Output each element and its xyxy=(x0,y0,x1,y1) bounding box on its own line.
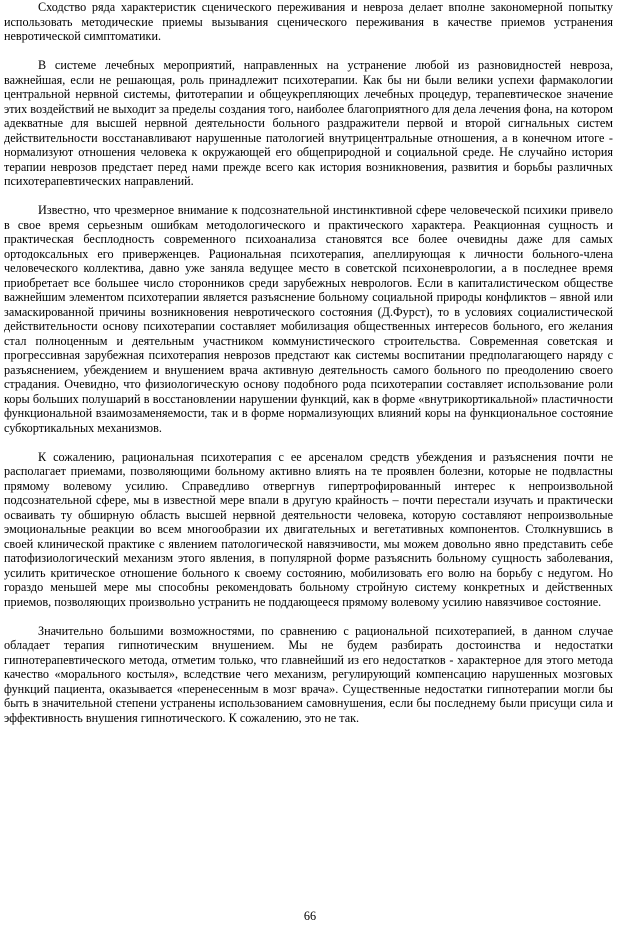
paragraph-spacer xyxy=(4,44,613,59)
paragraph-4: К сожалению, рациональная психотерапия с ее арсеналом средств убеждения и разъяснения почти не располагает приемами, позволяющими больному активно влиять на те проявлен болезни, которые не подвластны прямому волевому усилию. Справедливо отвергнув гипертрофированный интерес к непроизвольной подсознательной сфере, мы в известной мере впали в другую крайность – почти перестали изучать и практически осваивать ту обширную область высшей нервной деятельности человека, которую составляют непроизвольные эмоциональные реакции во всем многообразии их двигательных и вегетативных компонентов. Столкнувшись в своей клинической практике с явлением патологической навязчивости, мы можем довольно явно представить себе патофизиологический механизм этого явления, в популярной форме разъяснить больному сущность заболевания, усилить критическое отношение больного к своему состоянию, мобилизовать его волю на борьбу с недугом. Но гораздо меньшей мере мы способны рекомендовать больному стройную систему конкретных и действенных приемов, позволяющих произвольно устранить не поддающееся прямому волевому усилию навязчивое состояние. xyxy=(4,449,613,609)
paragraph-1: Сходство ряда характеристик сценического переживания и невроза делает вполне закономерной попытку использовать методические приемы вызывания сценического переживания в качестве приемов устранения невротической симптоматики. xyxy=(4,0,613,43)
paragraph-5: Значительно большими возможностями, по сравнению с рациональной психотерапией, в данном случае обладает терапия гипнотическим внушением. Мы не будем разбирать достоинства и недостатки гипнотерапевтического метода, отметим только, что главнейший из его недостатков - характерное для этого метода качество «морального костыля», вследствие чего механизм, регулирующий компенсацию нарушенных мозговых функций пациента, оказывается «перенесенным в мозг врача». Существенные недостатки гипнотерапии могли бы быть в значительной степени устранены использованием самовнушения, если бы последнему были присущи сила и эффективность внушения гипнотического. К сожалению, это не так. xyxy=(4,623,613,725)
paragraph-spacer xyxy=(4,189,613,204)
page-number: 66 xyxy=(303,909,317,923)
paragraph-2: В системе лечебных мероприятий, направленных на устранение любой из разновидностей невроза, важнейшая, если не решающая, роль принадлежит психотерапии. Как бы ни были велики успехи фармакологии центральной нервной системы, фитотерапии и общеукрепляющих лечебных процедур, терапевтическое значение этих воздействий не выходит за пределы создания того, наиболее благоприятного для дела лечения фона, на котором адекватные для высшей нервной деятельности больного раздражители первой и второй сигнальных систем действительности восстанавливают нарушенные патологией внутрицентральные отношения, а в конечном итоге - нормализуют отношения человека к окружающей его общеприродной и социальной среде. Не случайно история терапии неврозов предстает перед нами прежде всего как история возникновения, развития и борьбы различных психотерапевтических направлений. xyxy=(4,58,613,188)
paragraph-spacer xyxy=(4,435,613,450)
paragraph-spacer xyxy=(4,609,613,624)
paragraph-3: Известно, что чрезмерное внимание к подсознательной инстинктивной сфере человеческой психики привело в свое время серьезным ошибкам методологического и практического характера. Реакционная сущность и практическая бесплодность современного психоанализа становятся все более очевидны даже для самых ортодоксальных его приверженцев. Рациональная психотерапия, апеллирующая к личности больного-члена человеческого коллектива, давно уже заняла ведущее место в советской психоневрологии, а в последнее время приобретает все большее число сторонников среди зарубежных неврологов. Если в капиталистическом обществе важнейшим элементом психотерапии является разъяснение больному социальной природы конфликтов – явной или замаскированной причины возникновения невротического состояния (Д.Фурст), то в условиях социалистической действительности основу психотерапии составляет мобилизация общественных интересов больного, его желания стал полноценным и деятельным участником коммунистического строительства. Современная советская и прогрессивная зарубежная психотерапия неврозов предстают как системы воспитании предполагающего наряду с разъяснением, убеждением и внушением врача активную деятельность самого больного по преодолению своего страдания. Очевидно, что физиологическую основу подобного рода психотерапии составляет использование роли коры больших полушарий в восстановлении нарушении функций, как в форме «внутрикортикальной» пластичности функциональной взаимозаменяемости, так и в форме нормализующих влияний коры на функциональное состояние субкортикальных механизмов. xyxy=(4,203,613,435)
